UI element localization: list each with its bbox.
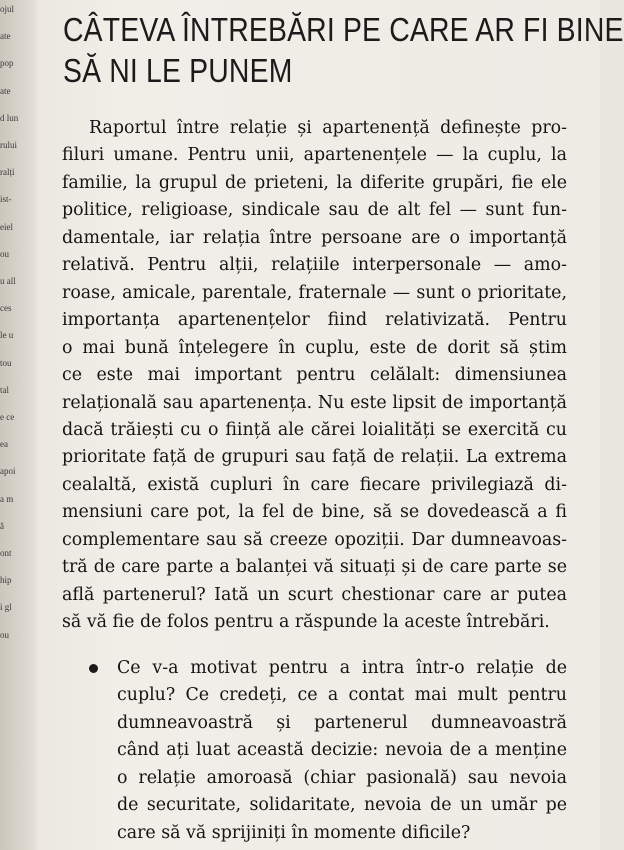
facing-page-fragment: hip: [0, 575, 12, 586]
paragraph-line: mensiuni care pot, la fel de bine, să se dovedească a fi: [62, 502, 567, 523]
bullet-text: [117, 655, 567, 847]
paragraph-line: damentale, iar relația între persoane are o importanță: [62, 227, 567, 248]
facing-page-fragment: ces: [0, 303, 12, 314]
paragraph-line: relativă. Pentru alții, relațiile interpersonale — amo-: [62, 255, 567, 276]
facing-page-fragment: eiel: [0, 221, 13, 232]
facing-page-fragment: i gl: [0, 602, 12, 613]
paragraph-line: să vă fie de folos pentru a răspunde la aceste întrebări.: [62, 612, 550, 633]
facing-page-fragment: ist-: [0, 194, 12, 205]
facing-page-fragment: tal: [0, 384, 9, 395]
section-heading: [63, 9, 624, 91]
bullet-line: dumneavoastră și partenerul dumneavoastră: [117, 712, 567, 733]
bullet-line: de securitate, solidaritate, nevoia de un umăr pe: [117, 795, 567, 816]
facing-page-fragment: ojul: [0, 4, 15, 14]
facing-page-fragment: ralți: [0, 167, 15, 178]
paragraph-line: află partenerul? Iată un scurt chestionar care ar putea: [62, 584, 567, 605]
bullet-line: o relație amoroasă (chiar pasională) sau nevoia: [117, 767, 567, 788]
paragraph-line: Raportul între relație și apartenență definește pro-: [89, 118, 567, 138]
facing-page-fragment: ont: [0, 548, 12, 558]
facing-page-fragment: ou: [0, 629, 9, 640]
facing-page-fragment: ou: [0, 248, 9, 259]
paragraph-line: ce este mai important pentru celălalt: dimensiunea: [62, 365, 567, 386]
body-paragraph: [62, 115, 567, 637]
bullet-line: când ați luat această decizie: nevoia de a menține: [117, 740, 567, 761]
facing-page-fragment: d lun: [0, 112, 19, 123]
paragraph-line: politice, religioase, sindicale sau de alt fel — sunt fun-: [62, 200, 567, 221]
facing-page-bleed: [0, 0, 38, 850]
paragraph-line: o mai bună înțelegere în cuplu, este de dorit să știm: [62, 337, 567, 358]
heading-line-1: CÂTEVA ÎNTREBĂRI PE CARE AR FI BINE: [63, 11, 624, 48]
facing-page-fragment: le u: [0, 330, 14, 341]
paragraph-line: tră de care parte a balanței vă situați și de care parte se: [62, 557, 567, 578]
facing-page-fragment: pop: [0, 58, 14, 69]
facing-page-fragment: ate: [0, 85, 11, 96]
facing-page-fragment: tou: [0, 357, 12, 368]
paragraph-line: cealaltă, există cupluri în care fiecare privilegiază di-: [62, 474, 567, 495]
facing-page-fragment: e ce: [0, 412, 15, 422]
bullet-line: cuplu? Ce credeți, ce a contat mai mult pentru: [117, 685, 567, 706]
bullet-dot-icon: [89, 664, 98, 673]
paragraph-line: filuri umane. Pentru unii, apartenențele — la cuplu, la: [62, 145, 567, 166]
paragraph-line: roase, amicale, parentale, fraternale — sunt o prioritate,: [62, 282, 567, 303]
facing-page-fragment: apoi: [0, 466, 16, 477]
paragraph-line: familie, la grupul de prieteni, la diferite grupări, fie ele: [62, 172, 567, 193]
heading-line-2: SĂ NI LE PUNEM: [63, 52, 293, 89]
facing-page-fragment: ate: [0, 31, 11, 42]
facing-page-fragment: rului: [0, 140, 17, 150]
paragraph-line: relațională sau apartenența. Nu este lipsit de importanță: [62, 392, 567, 413]
paragraph-line: importanța apartenențelor fiind relativizată. Pentru: [62, 310, 567, 331]
bullet-line: Ce v-a motivat pentru a intra într-o relație de: [117, 658, 567, 678]
paragraph-line: dacă trăiești cu o ființă ale cărei loialități se exercită cu: [62, 419, 567, 440]
paragraph-line: complementare sau să creeze opoziții. Dar dumneavoas-: [62, 529, 567, 550]
bullet-line: care să vă sprijiniți în momente dificile?: [117, 822, 471, 843]
paragraph-line: prioritate față de grupuri sau față de relații. La extrema: [62, 447, 567, 468]
facing-page-fragment: a m: [0, 493, 14, 504]
facing-page-fragment: u all: [0, 276, 16, 286]
facing-page-fragment: ea: [0, 439, 8, 450]
facing-page-fragment: ă: [0, 520, 4, 531]
